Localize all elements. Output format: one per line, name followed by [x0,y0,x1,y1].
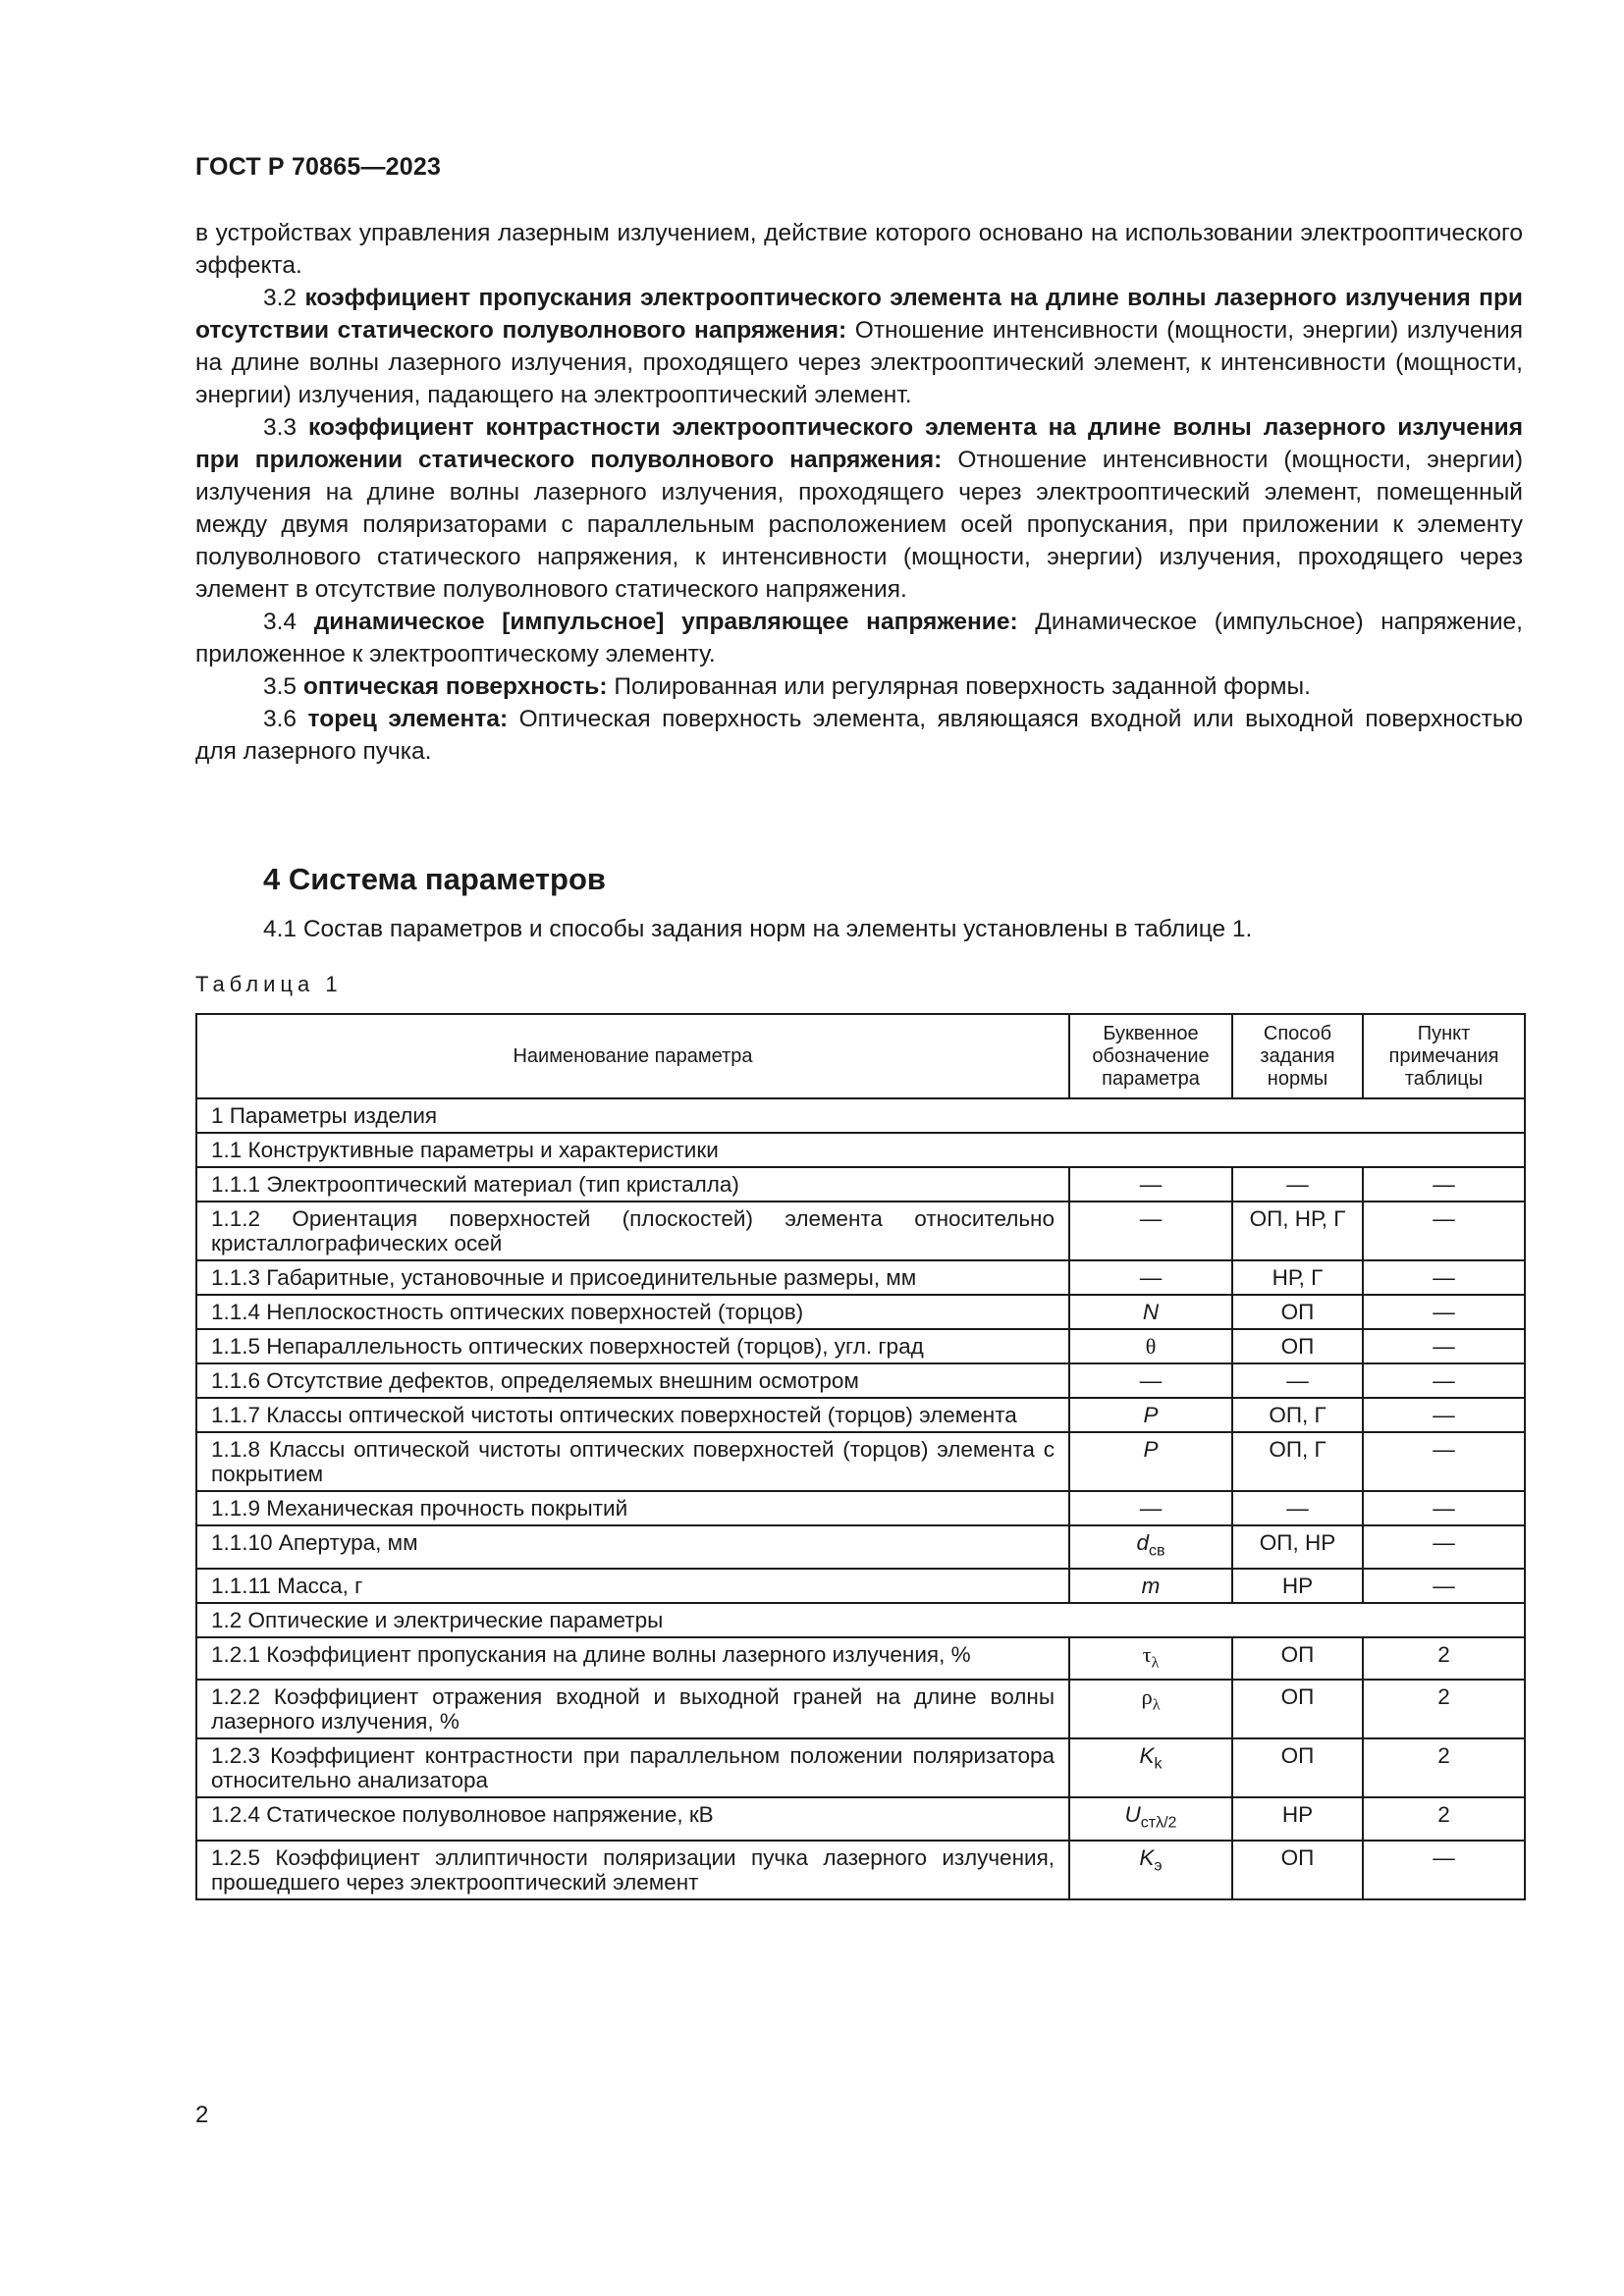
parameters-table [195,1013,1526,1900]
note-reference: 2 [1363,1738,1525,1797]
table-row [196,1295,1525,1329]
parameter-symbol [1069,1491,1232,1525]
table-caption: Таблица 1 [195,972,343,996]
symbol-main: θ [1145,1334,1157,1359]
parameter-symbol [1069,1432,1232,1491]
parameter-name: 1.1.2 Ориентация поверхностей (плоскостей) элемента относительно кристаллографических осей [196,1201,1069,1260]
norm-method: ОП [1232,1637,1363,1681]
parameter-name: 1.1.11 Масса, г [196,1569,1069,1603]
table-header-row [196,1014,1525,1098]
table-row [196,1432,1525,1491]
parameter-name: 1.2.3 Коэффициент контрастности при параллельном положении поляризатора относительно анализатора [196,1738,1069,1797]
norm-method: — [1232,1363,1363,1398]
definition-3-4 [195,606,1523,670]
norm-method: ОП, НР [1232,1525,1363,1569]
parameter-name: 1.1.10 Апертура, мм [196,1525,1069,1569]
symbol-main: — [1139,1496,1163,1521]
note-reference: — [1363,1398,1525,1432]
definition-term: коэффициент пропускания электрооптического элемента на длине волны лазерного излучения при отсутствии статического полуволнового напряжения: [195,285,1523,344]
parameter-symbol [1069,1329,1232,1363]
definition-term: коэффициент контрастности электрооптического элемента на длине волны лазерного излучения при приложении статического полуволнового напряжения: [195,414,1524,473]
symbol-main: K [1139,1844,1155,1870]
parameter-symbol [1069,1525,1232,1569]
definition-text: Динамическое (импульсное) напряжение, приложенное к электрооптическому элементу. [195,609,1523,667]
note-reference: — [1363,1841,1525,1899]
note-reference: 2 [1363,1797,1525,1841]
definition-text: Отношение интенсивности (мощности, энергии) излучения на длине волны лазерного излучения, проходящего через электрооптический элемент, к интенсивности (мощности, энергии) излучения, падающего на электрооптический элемент. [195,317,1523,408]
norm-method: — [1232,1167,1363,1201]
table-row [196,1680,1525,1738]
table-row [196,1167,1525,1201]
symbol-main: P [1143,1437,1159,1462]
definition-3-3 [195,411,1523,606]
parameter-name: 1.1.1 Электрооптический материал (тип кристалла) [196,1167,1069,1201]
table-row [196,1797,1525,1841]
symbol-subscript: св [1149,1542,1165,1560]
norm-method: ОП [1232,1329,1363,1363]
parameter-symbol [1069,1201,1232,1260]
group-title: 1 Параметры изделия [196,1098,1525,1133]
table-group-row [196,1133,1525,1167]
parameter-symbol [1069,1841,1232,1899]
header-symbol: Буквенное обозначение параметра [1069,1014,1232,1098]
symbol-subscript: λ [1151,1654,1160,1671]
symbol-main: — [1139,1265,1163,1290]
header-method: Способ задания нормы [1232,1014,1363,1098]
parameter-name: 1.1.5 Непараллельность оптических поверхностей (торцов), угл. град [196,1329,1069,1363]
note-reference: — [1363,1329,1525,1363]
norm-method: ОП [1232,1295,1363,1329]
table-row [196,1491,1525,1525]
definition-text: Оптическая поверхность элемента, являющаяся входной или выходной поверхностью для лазерного пучка. [195,706,1523,765]
parameter-name: 1.2.1 Коэффициент пропускания на длине волны лазерного излучения, % [196,1637,1069,1681]
definition-number: 3.4 [263,609,298,635]
norm-method: ОП [1232,1841,1363,1899]
table-row [196,1260,1525,1295]
table-row [196,1525,1525,1569]
note-reference: — [1363,1569,1525,1603]
definition-3-5 [195,670,1523,703]
table-body [196,1098,1525,1899]
note-reference: — [1363,1201,1525,1260]
definition-number: 3.3 [263,414,298,441]
norm-method: НР [1232,1797,1363,1841]
symbol-main: U [1124,1802,1141,1827]
table-row [196,1329,1525,1363]
note-reference: — [1363,1525,1525,1569]
symbol-subscript: λ [1152,1696,1161,1714]
group-title: 1.2 Оптические и электрические параметры [196,1603,1525,1637]
parameter-name: 1.1.6 Отсутствие дефектов, определяемых внешним осмотром [196,1363,1069,1398]
table-row [196,1738,1525,1797]
symbol-subscript: э [1154,1857,1163,1874]
symbol-main: τ [1142,1641,1152,1667]
section-intro: 4.1 Состав параметров и способы задания норм на элементы установлены в таблице 1. [263,916,1253,942]
symbol-main: — [1139,1172,1163,1197]
parameter-name: 1.1.4 Неплоскостность оптических поверхностей (торцов) [196,1295,1069,1329]
definition-text: Отношение интенсивности (мощности, энергии) излучения на длине волны лазерного излучения, проходящего через электрооптический элемент, помещенный между двумя поляризаторами с параллельным расположением осей пропускания, при приложении к элементу полуволнового статического напряжения, к интенсивности (мощности, энергии) излучения, проходящего через элемент в отсутствие полуволнового статического напряжения. [195,447,1523,603]
table-row [196,1841,1525,1899]
norm-method: ОП, Г [1232,1432,1363,1491]
continuation-paragraph: в устройствах управления лазерным излучением, действие которого основано на использовании электрооптического эффекта. [195,220,1523,279]
definition-3-6 [195,703,1523,768]
norm-method: ОП, Г [1232,1398,1363,1432]
parameter-name: 1.2.5 Коэффициент эллиптичности поляризации пучка лазерного излучения, прошедшего через электрооптический элемент [196,1841,1069,1899]
definition-term: торец элемента: [307,706,509,732]
symbol-main: K [1139,1743,1155,1768]
symbol-main: N [1142,1300,1160,1324]
note-reference: — [1363,1363,1525,1398]
symbol-main: — [1139,1206,1163,1231]
norm-method: НР, Г [1232,1260,1363,1295]
parameter-symbol [1069,1260,1232,1295]
note-reference: — [1363,1491,1525,1525]
definition-number: 3.5 [263,673,298,700]
header-note: Пункт примечания таблицы [1363,1014,1525,1098]
symbol-main: ρ [1141,1684,1153,1709]
norm-method: ОП [1232,1680,1363,1738]
symbol-main: m [1141,1573,1161,1598]
parameter-symbol [1069,1637,1232,1681]
table-row [196,1363,1525,1398]
parameter-symbol [1069,1167,1232,1201]
parameter-name: 1.1.7 Классы оптической чистоты оптических поверхностей (торцов) элемента [196,1398,1069,1432]
table-row [196,1201,1525,1260]
section-title: 4 Система параметров [263,862,606,896]
table-row [196,1398,1525,1432]
definition-number: 3.6 [263,706,298,732]
header-parameter-name: Наименование параметра [196,1014,1069,1098]
norm-method: — [1232,1491,1363,1525]
parameter-symbol [1069,1797,1232,1841]
symbol-subscript: стλ/2 [1140,1814,1177,1832]
definition-3-2 [195,282,1523,411]
definition-term: динамическое [импульсное] управляющее напряжение: [313,609,1018,635]
definition-term: оптическая поверхность: [302,673,608,700]
parameter-symbol [1069,1738,1232,1797]
note-reference: — [1363,1295,1525,1329]
parameter-symbol [1069,1398,1232,1432]
page-number: 2 [195,2102,209,2128]
note-reference: — [1363,1167,1525,1201]
symbol-subscript: k [1154,1755,1163,1773]
norm-method: ОП, НР, Г [1232,1201,1363,1260]
definition-number: 3.2 [263,285,298,311]
norm-method: НР [1232,1569,1363,1603]
table-row [196,1569,1525,1603]
parameter-name: 1.1.8 Классы оптической чистоты оптических поверхностей (торцов) элемента с покрытием [196,1432,1069,1491]
norm-method: ОП [1232,1738,1363,1797]
parameter-name: 1.1.3 Габаритные, установочные и присоединительные размеры, мм [196,1260,1069,1295]
note-reference: 2 [1363,1680,1525,1738]
symbol-main: d [1136,1530,1149,1555]
parameter-symbol [1069,1569,1232,1603]
parameter-symbol [1069,1295,1232,1329]
note-reference: — [1363,1432,1525,1491]
table-group-row [196,1098,1525,1133]
note-reference: — [1363,1260,1525,1295]
parameter-name: 1.2.4 Статическое полуволновое напряжение, кВ [196,1797,1069,1841]
parameter-name: 1.2.2 Коэффициент отражения входной и выходной граней на длине волны лазерного излучения, % [196,1680,1069,1738]
parameter-symbol [1069,1680,1232,1738]
document-header: ГОСТ Р 70865—2023 [195,153,442,181]
symbol-main: — [1139,1368,1163,1393]
parameter-symbol [1069,1363,1232,1398]
parameter-name: 1.1.9 Механическая прочность покрытий [196,1491,1069,1525]
table-group-row [196,1603,1525,1637]
note-reference: 2 [1363,1637,1525,1681]
symbol-main: P [1143,1403,1159,1427]
definitions-block [195,217,1523,768]
table-row [196,1637,1525,1681]
definition-text: Полированная или регулярная поверхность заданной формы. [614,673,1311,700]
definition-list [195,282,1523,768]
group-title: 1.1 Конструктивные параметры и характеристики [196,1133,1525,1167]
